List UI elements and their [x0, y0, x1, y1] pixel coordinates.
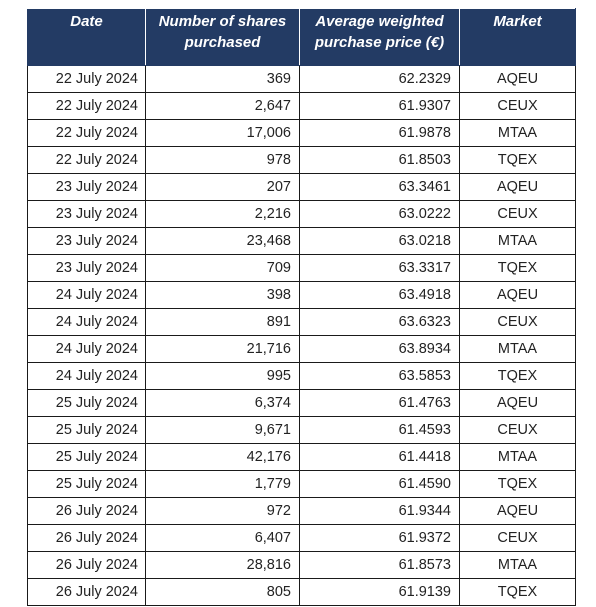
header-row	[28, 9, 576, 66]
cell-average-price: 61.4593	[300, 417, 460, 444]
table-row	[28, 417, 576, 444]
cell-market: MTAA	[460, 444, 576, 471]
cell-date: 24 July 2024	[28, 336, 146, 363]
table-row	[28, 93, 576, 120]
cell-number-of-shares: 21,716	[146, 336, 300, 363]
cell-date: 23 July 2024	[28, 174, 146, 201]
cell-number-of-shares: 369	[146, 66, 300, 93]
table-header	[28, 9, 576, 66]
cell-average-price: 63.6323	[300, 309, 460, 336]
cell-date: 24 July 2024	[28, 309, 146, 336]
cell-number-of-shares: 9,671	[146, 417, 300, 444]
cell-number-of-shares: 6,374	[146, 390, 300, 417]
cell-market: CEUX	[460, 93, 576, 120]
cell-date: 25 July 2024	[28, 471, 146, 498]
cell-number-of-shares: 978	[146, 147, 300, 174]
header-market: Market	[460, 9, 576, 66]
cell-number-of-shares: 2,647	[146, 93, 300, 120]
cell-average-price: 61.9878	[300, 120, 460, 147]
cell-date: 24 July 2024	[28, 282, 146, 309]
cell-market: AQEU	[460, 174, 576, 201]
cell-average-price: 63.3461	[300, 174, 460, 201]
cell-market: CEUX	[460, 201, 576, 228]
table-row	[28, 174, 576, 201]
table-row	[28, 201, 576, 228]
table-row	[28, 390, 576, 417]
cell-number-of-shares: 207	[146, 174, 300, 201]
table-row	[28, 228, 576, 255]
cell-date: 25 July 2024	[28, 444, 146, 471]
cell-date: 25 July 2024	[28, 390, 146, 417]
cell-date: 22 July 2024	[28, 120, 146, 147]
cell-average-price: 61.8573	[300, 552, 460, 579]
cell-market: AQEU	[460, 390, 576, 417]
cell-number-of-shares: 1,779	[146, 471, 300, 498]
table-row	[28, 255, 576, 282]
cell-date: 23 July 2024	[28, 255, 146, 282]
cell-date: 22 July 2024	[28, 66, 146, 93]
cell-average-price: 61.9307	[300, 93, 460, 120]
cell-date: 25 July 2024	[28, 417, 146, 444]
cell-number-of-shares: 6,407	[146, 525, 300, 552]
share-purchases-table	[27, 8, 576, 606]
cell-average-price: 61.8503	[300, 147, 460, 174]
cell-market: AQEU	[460, 498, 576, 525]
cell-number-of-shares: 28,816	[146, 552, 300, 579]
cell-number-of-shares: 398	[146, 282, 300, 309]
cell-number-of-shares: 972	[146, 498, 300, 525]
cell-market: MTAA	[460, 120, 576, 147]
header-number-of-shares: Number of shares purchased	[146, 9, 300, 66]
cell-market: AQEU	[460, 282, 576, 309]
cell-date: 26 July 2024	[28, 579, 146, 606]
cell-date: 23 July 2024	[28, 201, 146, 228]
cell-date: 26 July 2024	[28, 498, 146, 525]
cell-number-of-shares: 2,216	[146, 201, 300, 228]
cell-market: TQEX	[460, 471, 576, 498]
cell-market: MTAA	[460, 552, 576, 579]
header-date: Date	[28, 9, 146, 66]
cell-number-of-shares: 23,468	[146, 228, 300, 255]
table-row	[28, 282, 576, 309]
cell-average-price: 61.4763	[300, 390, 460, 417]
cell-average-price: 61.9344	[300, 498, 460, 525]
cell-average-price: 61.4418	[300, 444, 460, 471]
cell-market: MTAA	[460, 336, 576, 363]
cell-market: TQEX	[460, 255, 576, 282]
cell-date: 26 July 2024	[28, 525, 146, 552]
table-row	[28, 336, 576, 363]
table-row	[28, 444, 576, 471]
table-row	[28, 552, 576, 579]
cell-number-of-shares: 42,176	[146, 444, 300, 471]
cell-market: CEUX	[460, 309, 576, 336]
cell-number-of-shares: 995	[146, 363, 300, 390]
cell-average-price: 63.8934	[300, 336, 460, 363]
table-row	[28, 120, 576, 147]
cell-date: 24 July 2024	[28, 363, 146, 390]
cell-average-price: 61.9139	[300, 579, 460, 606]
cell-number-of-shares: 891	[146, 309, 300, 336]
cell-date: 22 July 2024	[28, 147, 146, 174]
cell-number-of-shares: 709	[146, 255, 300, 282]
cell-date: 26 July 2024	[28, 552, 146, 579]
header-average-price: Average weighted purchase price (€)	[300, 9, 460, 66]
cell-market: TQEX	[460, 147, 576, 174]
cell-average-price: 62.2329	[300, 66, 460, 93]
table-row	[28, 579, 576, 606]
cell-average-price: 63.0222	[300, 201, 460, 228]
cell-market: TQEX	[460, 363, 576, 390]
cell-average-price: 63.0218	[300, 228, 460, 255]
table-row	[28, 525, 576, 552]
cell-market: CEUX	[460, 525, 576, 552]
cell-average-price: 61.4590	[300, 471, 460, 498]
cell-date: 23 July 2024	[28, 228, 146, 255]
cell-average-price: 63.3317	[300, 255, 460, 282]
cell-average-price: 63.5853	[300, 363, 460, 390]
cell-average-price: 63.4918	[300, 282, 460, 309]
cell-market: TQEX	[460, 579, 576, 606]
cell-average-price: 61.9372	[300, 525, 460, 552]
cell-number-of-shares: 805	[146, 579, 300, 606]
cell-market: AQEU	[460, 66, 576, 93]
table-row	[28, 309, 576, 336]
cell-market: MTAA	[460, 228, 576, 255]
table-row	[28, 498, 576, 525]
cell-date: 22 July 2024	[28, 93, 146, 120]
table-row	[28, 363, 576, 390]
cell-number-of-shares: 17,006	[146, 120, 300, 147]
table-row	[28, 471, 576, 498]
table-row	[28, 147, 576, 174]
table-row	[28, 66, 576, 93]
table-body	[28, 66, 576, 606]
cell-market: CEUX	[460, 417, 576, 444]
